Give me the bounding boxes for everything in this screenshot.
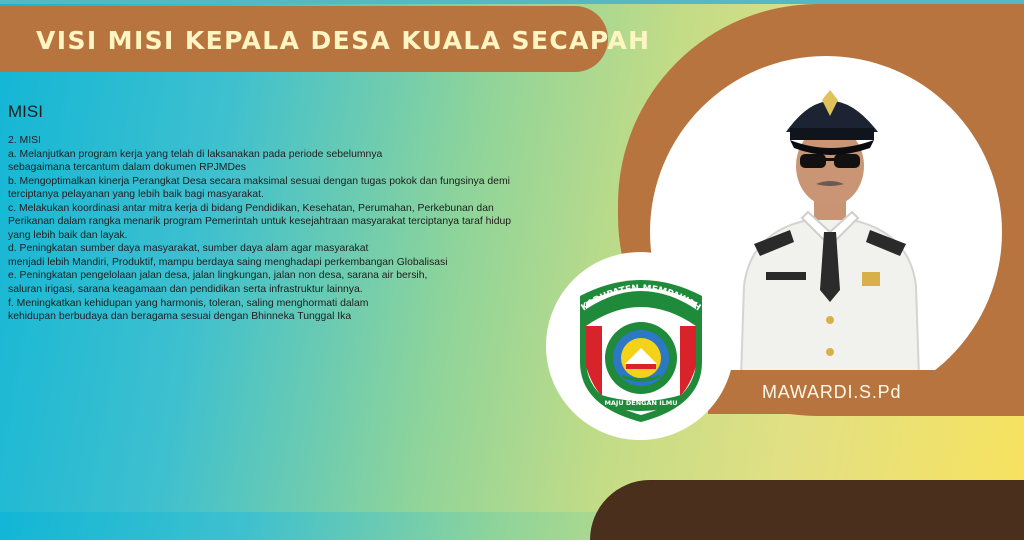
uniformed-man-portrait-icon (730, 76, 930, 408)
misi-line: a. Melanjutkan program kerja yang telah di laksanakan pada periode sebelumnya (8, 148, 383, 160)
section-heading: MISI (8, 102, 43, 121)
misi-line: 2. MISI (8, 135, 41, 146)
misi-line: yang lebih baik dan layak. (8, 229, 128, 241)
emblem-top-text: KABUPATEN MEMPAWAH (579, 283, 703, 314)
misi-line: terciptanya pelayanan yang lebih baik bagi masyarakat. (8, 189, 264, 201)
misi-line: menjadi lebih Mandiri, Produktif, mampu berdaya saing menghadapi perkembangan Globalisasi (8, 256, 448, 268)
title-banner (0, 6, 651, 72)
misi-line: kehidupan berbudaya dan beragama sesuai dengan Bhinneka Tunggal Ika (8, 311, 352, 323)
misi-line: saluran irigasi, sarana keagamaan dan pendidikan serta infrastruktur lainnya. (8, 284, 363, 296)
person-name: MAWARDI.S.Pd (762, 382, 902, 402)
name-banner (708, 370, 984, 414)
emblem-motto-text: MAJU DENGAN ILMU (604, 399, 678, 407)
misi-line: f. Meningkatkan kehidupan yang harmonis, toleran, saling menghormati dalam (8, 297, 369, 309)
misi-line: b. Mengoptimalkan kinerja Perangkat Desa secara maksimal sesuai dengan tugas pokok dan fungsinya demi (8, 175, 510, 187)
misi-text-block (8, 134, 624, 324)
bottom-decoration (590, 480, 1024, 540)
misi-line: e. Peningkatan pengelolaan jalan desa, jalan lingkungan, jalan non desa, sarana air bersih, (8, 270, 428, 282)
misi-line: sebagaimana tercantum dalam dokumen RPJMDes (8, 162, 246, 174)
misi-line: d. Peningkatan sumber daya masyarakat, sumber daya alam agar masyarakat (8, 243, 369, 255)
misi-line: Perikanan dalam rangka menarik program Pemerintah untuk kesejahtraan masyarakat terciptanya taraf hidup (8, 216, 512, 228)
misi-line: c. Melakukan koordinasi antar mitra kerja di bidang Pendidikan, Kesehatan, Perumahan, Perkebunan dan (8, 202, 494, 214)
page-title: VISI MISI KEPALA DESA KUALA SECAPAH (36, 26, 651, 55)
